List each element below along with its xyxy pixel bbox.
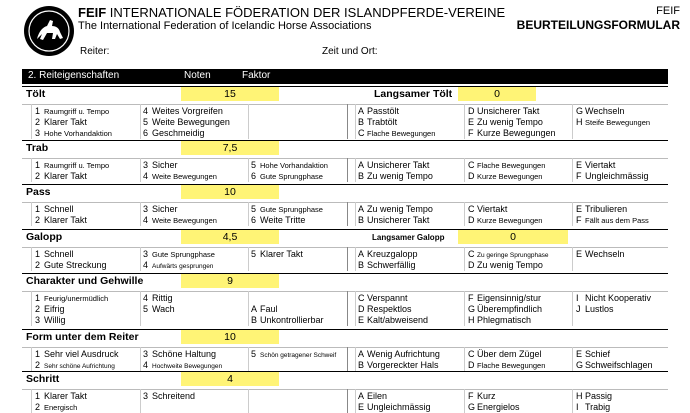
checkbox-column [140,158,141,182]
right-criterion-code: C [358,293,365,303]
right-criterion-label: Überempfindlich [477,304,543,314]
right-criterion-code: A [358,391,365,401]
factor-heading: Faktor [242,70,271,81]
right-criterion-code: G [576,106,584,116]
right-criterion-label: Tribulieren [585,204,628,214]
left-criterion-label: Sicher [152,160,178,170]
checkbox-column [248,347,249,371]
section-title: Charakter und Gehwille [26,275,144,287]
left-criterion-code: 5 [251,249,257,259]
right-criterion-label: Phlegmatisch [477,315,532,325]
left-criterion-code: 2 [35,304,41,314]
left-criterion-code: 3 [143,349,149,359]
right-criterion-code: B [358,171,365,181]
right-criterion-label: Kalt/abweisend [367,315,429,325]
left-criterion-code: 1 [35,249,41,259]
checkbox-column [464,347,465,371]
section-divider [22,329,668,330]
left-criterion-code: 4 [143,360,149,370]
right-criterion-code: F [576,215,582,225]
score-field[interactable]: 10 [181,330,279,344]
section-title: Pass [26,186,51,198]
right-criterion-code: A [358,160,365,170]
right-criterion-label: Fällt aus dem Pass [585,216,649,225]
right-criterion-label: Flache Bewegungen [477,161,546,170]
left-criterion-label: Raumgriff u. Tempo [44,161,110,170]
checkbox-column [140,104,141,139]
right-criterion-label: Schwerfällig [367,260,416,270]
right-criterion-code: I [576,293,579,303]
right-criterion-code: E [468,117,475,127]
right-criterion-code: E [576,349,583,359]
right-criterion-label: Eigensinnig/stur [477,293,542,303]
left-criterion-code: 5 [251,160,257,170]
right-criterion-label: Steife Bewegungen [585,118,651,127]
right-criterion-code: E [358,315,365,325]
right-criterion-label: Schief [585,349,611,359]
left-criterion-code: 3 [143,249,149,259]
checkbox-column [355,389,356,413]
right-criterion-code: I [576,402,579,412]
right-criterion-code: B [358,360,365,370]
right-criterion-code: G [468,304,476,314]
org-name-en: The International Federation of Icelandic Horse Associations [78,20,372,32]
checkbox-column [572,389,573,413]
left-criterion-label: Aufwärts gesprungen [152,262,214,270]
section-heading: 2. Reiteigenschaften [28,70,120,81]
left-criterion-label: Faul [260,304,278,314]
left-criterion-code: 3 [35,128,41,138]
left-criterion-label: Feurig/unermüdlich [44,294,109,303]
checkbox-column [248,104,249,139]
right-criterion-code: A [358,106,365,116]
right-criterion-label: Viertakt [477,204,508,214]
left-criterion-label: Sicher [152,204,178,214]
checkbox-column [572,202,573,226]
scores-heading: Noten [184,70,211,81]
score-field[interactable]: 7,5 [181,141,279,155]
left-criterion-label: Weite Bewegungen [152,172,217,181]
right-criterion-label: Zu wenig Tempo [367,204,433,214]
right-criterion-label: Kurze Bewegungen [477,216,543,225]
checkbox-column [31,202,32,226]
score-field[interactable]: 15 [181,87,279,101]
left-criterion-code: 6 [251,215,257,225]
checkbox-column [355,247,356,271]
left-criterion-label: Weite Bewegungen [152,117,230,127]
right-criterion-code: D [468,215,475,225]
left-criterion-label: Gute Sprungphase [260,205,323,214]
left-criterion-label: Schöne Haltung [152,349,217,359]
left-criterion-label: Klarer Takt [44,171,87,181]
right-criterion-code: A [358,349,365,359]
checkbox-column [355,158,356,182]
right-criterion-label: Unsicherer Takt [367,160,430,170]
column-divider [347,389,348,413]
right-criterion-label: Energielos [477,402,520,412]
left-criterion-label: Hohe Vorhandaktion [44,129,112,138]
right-criterion-code: J [576,304,581,314]
form-title: BEURTEILUNGSFORMULAR [516,18,680,32]
table-header [22,69,668,84]
right-criterion-label: Flache Bewegungen [477,361,546,370]
left-criterion-code: 4 [143,171,149,181]
right-criterion-code: G [468,402,476,412]
right-criterion-code: H [576,117,583,127]
left-criterion-code: 3 [35,315,41,325]
right-criterion-label: Zu wenig Tempo [477,117,543,127]
right-criterion-code: A [358,204,365,214]
column-divider [347,291,348,326]
right-criterion-label: Schweifschlagen [585,360,653,370]
checkbox-column [248,389,249,413]
left-criterion-label: Weite Bewegungen [152,216,217,225]
checkbox-column [140,389,141,413]
left-criterion-code: 2 [35,260,41,270]
left-criterion-code: 5 [251,349,257,359]
left-criterion-label: Klarer Takt [260,249,303,259]
right-criterion-code: E [576,204,583,214]
right-criterion-code: B [358,117,365,127]
left-criterion-label: Sehr schöne Aufrichtung [44,362,115,370]
checkbox-column [248,291,249,326]
sub-score-field[interactable]: 0 [458,230,568,244]
right-criterion-label: Wechseln [585,249,625,259]
section-divider [22,184,668,185]
right-criterion-code: E [576,160,583,170]
right-criterion-code: F [468,128,474,138]
right-criterion-label: Unsicherer Takt [477,106,540,116]
right-criterion-label: Passtölt [367,106,400,116]
right-criterion-code: G [576,360,584,370]
left-criterion-code: 2 [35,360,41,370]
left-criterion-label: Hochweite Bewegungen [152,362,223,370]
right-criterion-label: Nicht Kooperativ [585,293,652,303]
right-criterion-code: C [468,349,475,359]
column-divider [347,247,348,271]
right-criterion-label: Trabig [585,402,611,412]
right-criterion-label: Passig [585,391,613,401]
left-criterion-label: Gute Sprungphase [152,250,215,259]
score-field[interactable]: 10 [181,185,279,199]
checkbox-column [464,389,465,413]
right-criterion-code: H [576,391,583,401]
left-criterion-code: 1 [35,391,41,401]
right-criterion-code: B [358,260,365,270]
right-criterion-code: F [576,171,582,181]
right-criterion-code: F [468,293,474,303]
checkbox-column [140,291,141,326]
right-criterion-code: A [358,249,365,259]
left-criterion-code: 5 [251,204,257,214]
right-criterion-label: Verspannt [367,293,408,303]
right-criterion-label: Kurz [477,391,496,401]
right-criterion-label: Viertakt [585,160,616,170]
right-criterion-label: Zu wenig Tempo [477,260,543,270]
checkbox-column [31,158,32,182]
left-criterion-label: Gute Streckung [44,260,107,270]
left-criterion-label: Weites Vorgreifen [152,106,223,116]
left-criterion-label: Klarer Takt [44,391,87,401]
left-criterion-code: 1 [35,204,41,214]
section-title: Tölt [26,88,46,100]
column-divider [347,347,348,371]
checkbox-column [248,247,249,271]
left-criterion-label: Willig [44,315,66,325]
checkbox-column [31,389,32,413]
checkbox-column [572,104,573,139]
checkbox-column [31,247,32,271]
score-field[interactable]: 4 [181,372,279,386]
left-criterion-code: 2 [35,171,41,181]
left-criterion-code: 1 [35,106,41,116]
left-criterion-code: 3 [143,204,149,214]
section-divider [22,371,668,372]
left-criterion-label: Gute Sprungphase [260,172,323,181]
sub-section-title: Langsamer Galopp [372,233,445,242]
left-criterion-code: 1 [35,160,41,170]
time-place-label: Zeit und Ort: [322,46,378,57]
left-criterion-label: Schön getragener Schweif [260,351,337,359]
checkbox-column [464,158,465,182]
left-criterion-code: 1 [35,349,41,359]
left-criterion-label: Hohe Vorhandaktion [260,161,328,170]
left-criterion-label: Rittig [152,293,173,303]
right-criterion-code: D [468,171,475,181]
checkbox-column [248,158,249,182]
right-criterion-code: C [468,249,475,259]
org-name-de: FEIF INTERNATIONALE FÖDERATION DER ISLANDPFERDE-VEREINE [78,5,506,20]
left-criterion-label: Geschmeidig [152,128,205,138]
checkbox-column [355,347,356,371]
checkbox-column [572,291,573,326]
right-criterion-code: H [468,315,475,325]
left-criterion-code: 2 [35,215,41,225]
section-divider [22,273,668,274]
right-criterion-code: F [468,391,474,401]
right-criterion-label: Eilen [367,391,388,401]
section-title: Galopp [26,231,63,243]
left-criterion-code: 3 [143,160,149,170]
right-criterion-code: D [468,360,475,370]
left-criterion-code: 3 [143,391,149,401]
right-criterion-code: E [358,402,365,412]
section-divider [22,229,668,230]
section-divider [22,86,668,87]
checkbox-column [355,104,356,139]
left-criterion-code: 5 [143,117,149,127]
right-criterion-label: Ungleichmässig [585,171,649,181]
checkbox-column [140,247,141,271]
checkbox-column [464,202,465,226]
checkbox-column [572,247,573,271]
checkbox-column [572,347,573,371]
checkbox-column [140,202,141,226]
right-criterion-label: Unsicherer Takt [367,215,430,225]
left-criterion-label: Sehr viel Ausdruck [44,349,119,359]
right-criterion-code: C [468,204,475,214]
checkbox-column [572,158,573,182]
section-title: Trab [26,142,49,154]
left-criterion-label: Raumgriff u. Tempo [44,107,110,116]
right-criterion-label: Kurze Bewegungen [477,128,556,138]
right-criterion-label: Zu geringe Sprungphase [477,251,549,259]
column-divider [347,202,348,226]
left-criterion-code: A [251,304,258,314]
right-criterion-label: Flache Bewegungen [367,129,436,138]
left-criterion-code: 4 [143,215,149,225]
left-criterion-label: Schnell [44,204,74,214]
left-criterion-code: 4 [143,106,149,116]
checkbox-column [355,202,356,226]
checkbox-column [355,291,356,326]
checkbox-column [31,104,32,139]
section-title: Form unter dem Reiter [26,331,139,343]
sub-section-title: Langsamer Tölt [374,88,453,100]
org-abbr-right: FEIF [656,5,680,17]
checkbox-column [464,247,465,271]
right-criterion-label: Wechseln [585,106,625,116]
left-criterion-code: B [251,315,258,325]
left-criterion-label: Schreitend [152,391,196,401]
right-criterion-label: Zu wenig Tempo [367,171,433,181]
right-criterion-label: Über dem Zügel [477,349,542,359]
right-criterion-label: Respektlos [367,304,412,314]
left-criterion-code: 6 [251,171,257,181]
score-field[interactable]: 4,5 [181,230,279,244]
left-criterion-code: 4 [143,293,149,303]
right-criterion-label: Trabtölt [367,117,398,127]
left-criterion-code: 1 [35,293,41,303]
section-title: Schritt [26,373,60,385]
right-criterion-code: E [576,249,583,259]
left-criterion-code: 2 [35,402,41,412]
checkbox-column [464,291,465,326]
checkbox-column [248,202,249,226]
right-criterion-label: Kurze Bewegungen [477,172,543,181]
left-criterion-code: 6 [143,128,149,138]
score-field[interactable]: 9 [181,274,279,288]
right-criterion-code: D [468,260,475,270]
right-criterion-code: C [468,160,475,170]
right-criterion-label: Kreuzgalopp [367,249,418,259]
left-criterion-code: 5 [143,304,149,314]
sub-score-field[interactable]: 0 [458,87,536,101]
left-criterion-label: Unkontrollierbar [260,315,324,325]
left-criterion-code: 4 [143,260,149,270]
column-divider [347,158,348,182]
checkbox-column [31,291,32,326]
column-divider [347,104,348,139]
left-criterion-code: 2 [35,117,41,127]
right-criterion-label: Vorgereckter Hals [367,360,439,370]
left-criterion-label: Energisch [44,403,78,412]
checkbox-column [140,347,141,371]
left-criterion-label: Klarer Takt [44,117,87,127]
right-criterion-label: Wenig Aufrichtung [367,349,440,359]
right-criterion-label: Ungleichmässig [367,402,431,412]
rider-label: Reiter: [80,46,110,57]
checkbox-column [464,104,465,139]
left-criterion-label: Schnell [44,249,74,259]
right-criterion-code: D [358,304,365,314]
left-criterion-label: Klarer Takt [44,215,87,225]
feif-logo [23,5,75,57]
left-criterion-label: Eifrig [44,304,65,314]
right-criterion-code: C [358,128,365,138]
right-criterion-code: B [358,215,365,225]
section-divider [22,140,668,141]
left-criterion-label: Wach [152,304,175,314]
right-criterion-code: D [468,106,475,116]
left-criterion-label: Weite Tritte [260,215,306,225]
right-criterion-label: Lustlos [585,304,614,314]
checkbox-column [31,347,32,371]
